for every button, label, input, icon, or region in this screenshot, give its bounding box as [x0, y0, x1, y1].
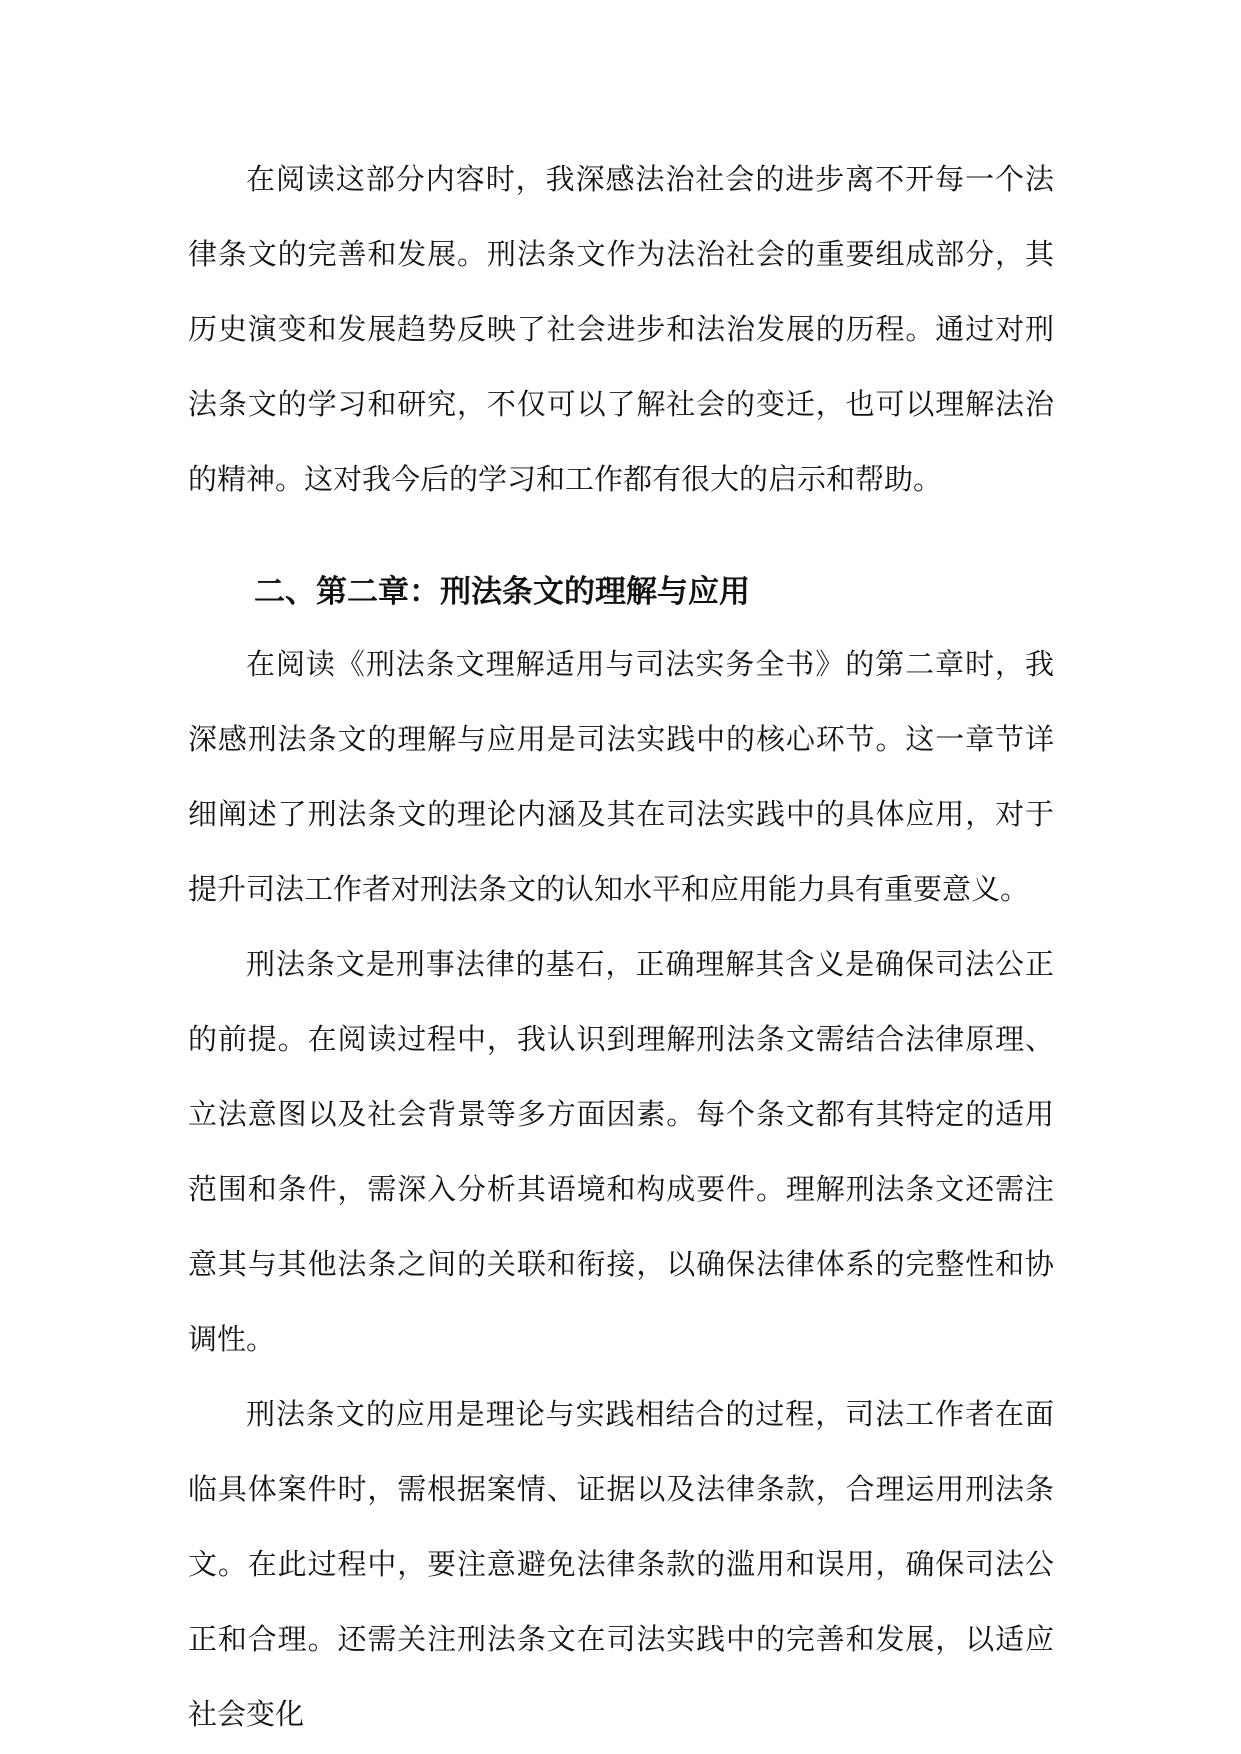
intro-paragraph: 在阅读这部分内容时，我深感法治社会的进步离不开每一个法律条文的完善和发展。刑法条文作为法治社会的重要组成部分，其历史演变和发展趋势反映了社会进步和法治发展的历程。通过对刑法条文的学习和研究，不仅可以了解社会的变迁，也可以理解法治的精神。这对我今后的学习和工作都有很大的启示和帮助。 — [188, 162, 1054, 496]
page-body — [188, 142, 1054, 1752]
body-paragraph-1: 在阅读《刑法条文理解适用与司法实务全书》的第二章时，我深感刑法条文的理解与应用是司法实践中的核心环节。这一章节详细阐述了刑法条文的理论内涵及其在司法实践中的具体应用，对于提升司法工作者对刑法条文的认知水平和应用能力具有重要意义。 — [188, 647, 1054, 906]
body-paragraph-3: 刑法条文的应用是理论与实践相结合的过程，司法工作者在面临具体案件时，需根据案情、证据以及法律条款，合理运用刑法条文。在此过程中，要注意避免法律条款的滥用和误用，确保司法公正和合理。还需关注刑法条文在司法实践中的完善和发展，以适应社会变化 — [188, 1397, 1054, 1731]
section-heading: 二、第二章：刑法条文的理解与应用 — [254, 574, 750, 610]
body-paragraph-2: 刑法条文是刑事法律的基石，正确理解其含义是确保司法公正的前提。在阅读过程中，我认识到理解刑法条文需结合法律原理、立法意图以及社会背景等多方面因素。每个条文都有其特定的适用范围和条件，需深入分析其语境和构成要件。理解刑法条文还需注意其与其他法条之间的关联和衔接，以确保法律体系的完整性和协调性。 — [188, 947, 1054, 1356]
